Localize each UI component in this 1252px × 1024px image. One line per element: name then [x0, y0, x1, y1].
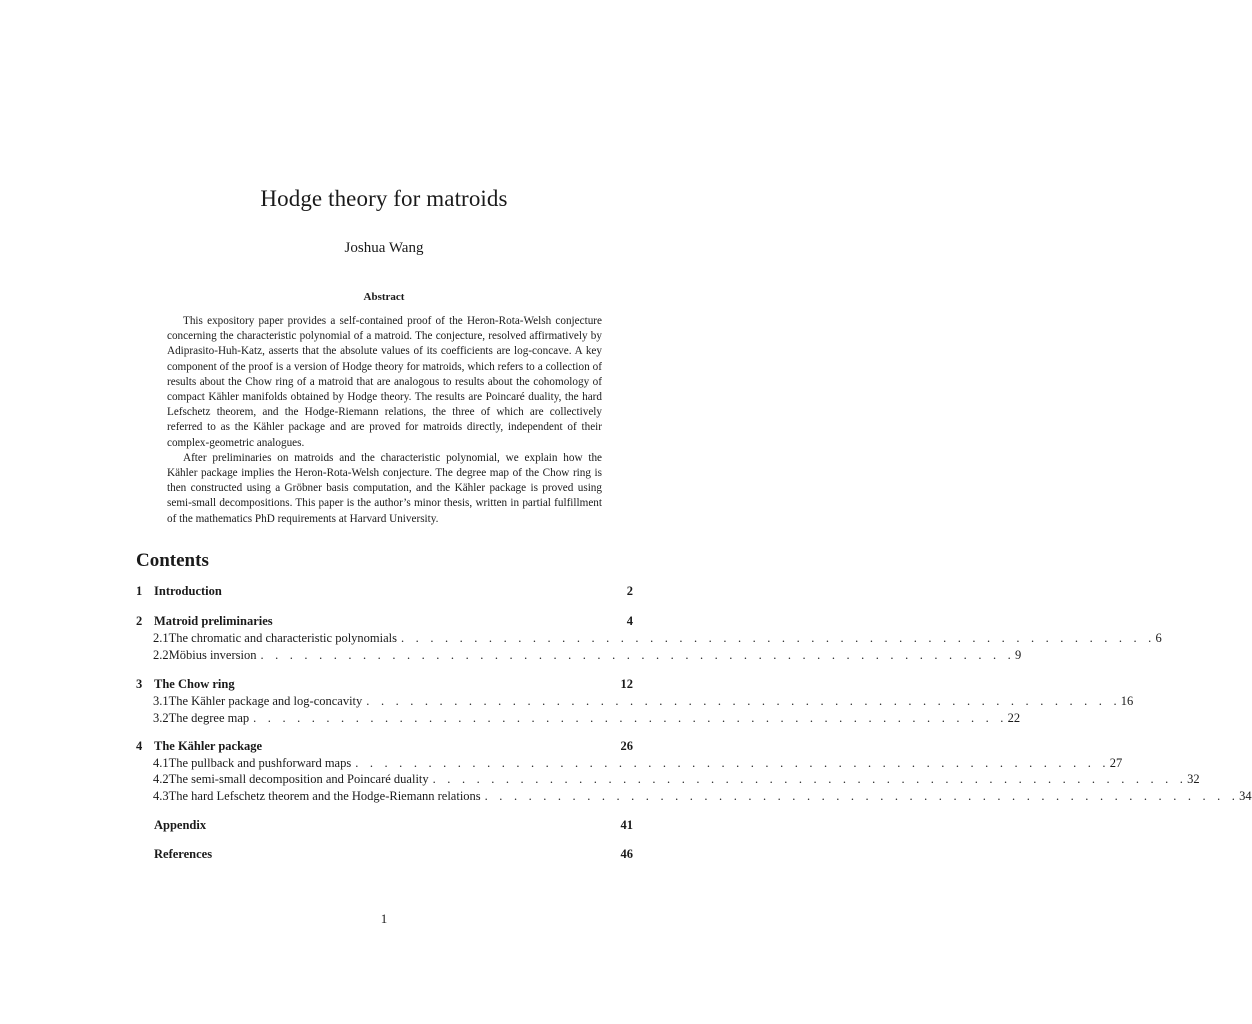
abstract-heading: Abstract [363, 291, 405, 303]
toc-subsection-title: The semi-small decomposition and Poincaré duality [168, 772, 429, 786]
toc-subsection-number: 4.1 [153, 756, 169, 770]
toc-section-title: Introduction [154, 584, 222, 598]
toc-subsection[interactable] [136, 648, 1022, 665]
toc-subsection[interactable] [136, 694, 1134, 711]
toc-dot-leader: . . . . . . . . . . . . . . . . . . . . . . . . . . . . . . . . . . . . . . . . . . . . . . . . . . . . [260, 648, 1015, 662]
toc-subsection-title: The pullback and pushforward maps [168, 756, 352, 770]
toc-subsection-number: 2.2 [153, 648, 169, 662]
abstract-paragraph: This expository paper provides a self-contained proof of the Heron-Rota-Welsh conjecture concerning the characteristic polynomial of a matroid. The conjecture, resolved affirmatively by Adiprasito-Huh-Katz, asserts that the absolute values of its coefficients are log-concave. A key component of the proof is a version of Hodge theory for matroids, which refers to a collection of results about the Chow ring of a matroid that are analogous to results about the cohomology of compact Kähler manifolds obtained by Hodge theory. The results are Poincaré duality, the hard Lefschetz theorem, and the Hodge-Riemann relations, the three of which are collectively referred to as the Kähler package and are proved for matroids directly, independent of their complex-geometric analogues. [167, 315, 602, 449]
toc-references[interactable] [136, 847, 633, 864]
toc-dot-leader: . . . . . . . . . . . . . . . . . . . . . . . . . . . . . . . . . . . . . . . . . . . . . . . . . . . . [432, 772, 1188, 786]
toc-page-number: 4 [626, 614, 633, 628]
toc-subsection-number: 2.1 [153, 631, 169, 645]
toc-page-number: 32 [1187, 772, 1200, 786]
toc-page-number: 46 [620, 847, 633, 861]
toc-page-number: 34 [1239, 789, 1252, 803]
toc-subsection-number: 4.2 [153, 772, 169, 786]
toc-section-introduction[interactable] [136, 584, 633, 601]
toc-appendix[interactable] [136, 818, 633, 835]
toc-subsection-title: The degree map [168, 711, 250, 725]
toc-page-number: 9 [1014, 648, 1022, 662]
abstract-paragraph: After preliminaries on matroids and the characteristic polynomial, we explain how the Kähler package implies the Heron-Rota-Welsh conjecture. The degree map of the Chow ring is then constructed using a Gröbner basis computation, and the Kähler package is proved using semi-small decompositions. This paper is the author’s minor thesis, written in partial fulfillment of the mathematics PhD requirements at Harvard University. [167, 451, 602, 525]
toc-section-title: Appendix [154, 818, 207, 832]
toc-page-number: 12 [620, 677, 633, 691]
toc-subsection-title: The Kähler package and log-concavity [168, 694, 363, 708]
toc-page-number: 27 [1109, 756, 1123, 770]
paper-title: Hodge theory for matroids [260, 186, 508, 211]
toc-section-number: 3 [136, 677, 143, 691]
toc-section-chow-ring[interactable] [136, 677, 633, 694]
contents-heading: Contents [136, 550, 209, 571]
toc-dot-leader: . . . . . . . . . . . . . . . . . . . . . . . . . . . . . . . . . . . . . . . . . . . . . . . . . . . . [484, 789, 1240, 803]
toc-section-number: 4 [136, 739, 143, 753]
toc-dot-leader: . . . . . . . . . . . . . . . . . . . . . . . . . . . . . . . . . . . . . . . . . . . . . . . . . . . . [401, 631, 1156, 645]
toc-page-number: 22 [1007, 711, 1021, 725]
toc-page-number: 26 [620, 739, 633, 753]
toc-section-kahler-package[interactable] [136, 739, 633, 756]
toc-page-number: 2 [626, 584, 633, 598]
toc-section-title: Matroid preliminaries [154, 614, 273, 628]
toc-section-matroid-preliminaries[interactable] [136, 614, 633, 631]
toc-page-number: 41 [620, 818, 633, 832]
toc-subsection[interactable] [136, 631, 1162, 648]
toc-section-title: The Kähler package [154, 739, 263, 753]
toc-subsection-title: Möbius inversion [168, 648, 257, 662]
toc-page-number: 16 [1120, 694, 1134, 708]
toc-subsection[interactable] [136, 711, 1021, 728]
toc-subsection-number: 3.2 [153, 711, 169, 725]
toc-dot-leader: . . . . . . . . . . . . . . . . . . . . . . . . . . . . . . . . . . . . . . . . . . . . . . . . . . . . [366, 694, 1121, 708]
toc-section-title: The Chow ring [154, 677, 235, 691]
paper-author: Joshua Wang [344, 240, 424, 256]
toc-subsection-title: The chromatic and characteristic polynomials [168, 631, 398, 645]
toc-section-number: 1 [136, 584, 143, 598]
abstract [167, 314, 602, 527]
toc-dot-leader: . . . . . . . . . . . . . . . . . . . . . . . . . . . . . . . . . . . . . . . . . . . . . . . . . . . . [355, 756, 1110, 770]
toc-subsection[interactable] [136, 756, 1123, 773]
page-number: 1 [380, 911, 388, 926]
toc-subsection-number: 4.3 [153, 789, 169, 803]
toc-page-number: 6 [1155, 631, 1162, 645]
toc-section-number: 2 [136, 614, 143, 628]
toc-subsection-title: The hard Lefschetz theorem and the Hodge-Riemann relations [168, 789, 481, 803]
toc-subsection[interactable] [136, 789, 1252, 806]
toc-section-title: References [154, 847, 213, 861]
toc-subsection[interactable] [136, 772, 1200, 789]
toc-dot-leader: . . . . . . . . . . . . . . . . . . . . . . . . . . . . . . . . . . . . . . . . . . . . . . . . . . . . [253, 711, 1008, 725]
toc-subsection-number: 3.1 [153, 694, 169, 708]
